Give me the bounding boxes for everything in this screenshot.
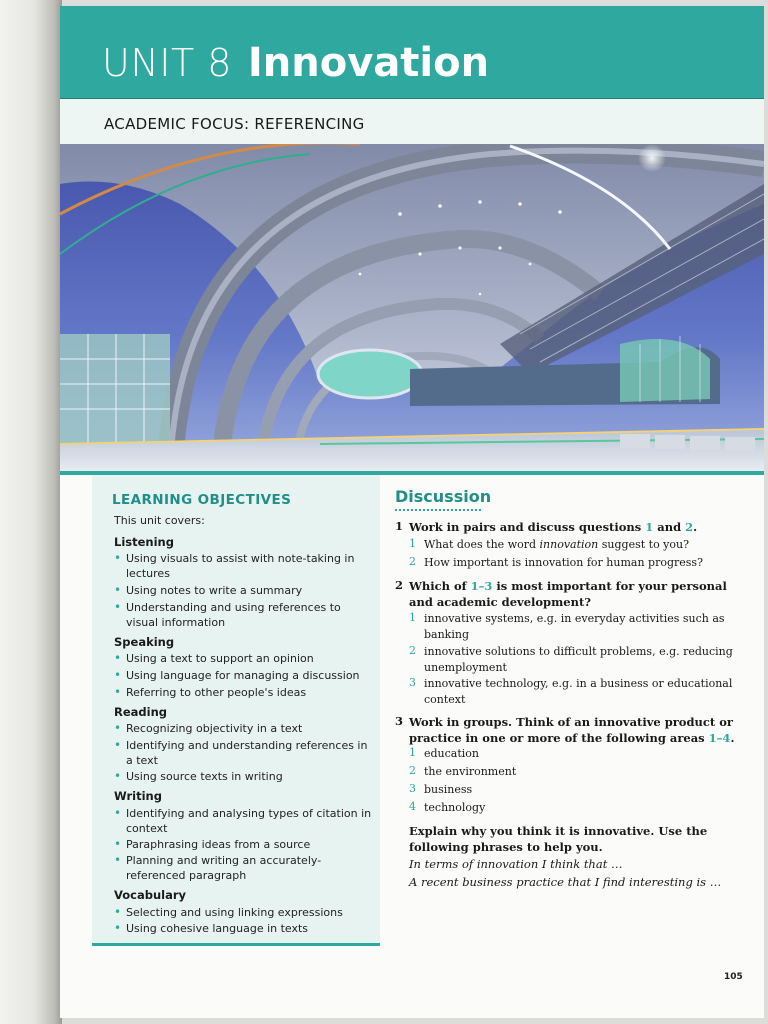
- bullet-icon: •: [114, 837, 122, 851]
- sub-item: innovative systems, e.g. in everyday activities such as banking: [424, 612, 725, 641]
- question-number: 2: [395, 578, 404, 592]
- section-title-writing: Writing: [114, 789, 162, 803]
- learning-objectives-heading: LEARNING OBJECTIVES: [112, 492, 292, 508]
- list-item: • Using cohesive language in texts: [114, 921, 309, 935]
- list-item: • Identifying and understanding references in a text: [114, 738, 368, 767]
- sub-item-number: 1: [409, 537, 416, 550]
- area-number: 4: [409, 800, 416, 813]
- area-item: business: [424, 783, 473, 796]
- page-number: 105: [724, 972, 743, 982]
- bullet-icon: •: [114, 853, 122, 867]
- sub-item: innovative technology, e.g. in a business or educational context: [424, 677, 733, 706]
- bullet-icon: •: [114, 806, 122, 820]
- list-item: • Using visuals to assist with note-taking in lectures: [114, 551, 355, 580]
- sub-item: What does the word innovation suggest to you?: [424, 538, 690, 551]
- list-item: • Understanding and using references to visual information: [114, 600, 341, 629]
- academic-focus-bar: [60, 98, 764, 145]
- list-item: • Using notes to write a summary: [114, 583, 303, 597]
- area-number: 3: [409, 782, 416, 795]
- bullet-icon: •: [114, 721, 122, 735]
- bullet-icon: •: [114, 769, 122, 783]
- area-number: 2: [409, 764, 416, 777]
- bullet-icon: •: [114, 905, 122, 919]
- book-spine-shadow: [0, 0, 62, 1024]
- list-item: • Using a text to support an opinion: [114, 651, 314, 665]
- sub-item-number: 2: [409, 644, 416, 657]
- area-item: the environment: [424, 765, 517, 778]
- section-title-reading: Reading: [114, 705, 168, 719]
- textbook-page: [60, 6, 764, 1018]
- question-number: 3: [395, 714, 404, 728]
- bullet-icon: •: [114, 600, 122, 614]
- learning-objectives-intro: This unit covers:: [114, 514, 205, 527]
- list-item: • Using source texts in writing: [114, 769, 283, 783]
- bullet-icon: •: [114, 685, 122, 699]
- area-number: 1: [409, 746, 416, 759]
- bullet-icon: •: [114, 738, 122, 752]
- sub-item: innovative solutions to difficult problems, e.g. reducing unemployment: [424, 645, 733, 674]
- list-item: • Paraphrasing ideas from a source: [114, 837, 311, 851]
- bullet-icon: •: [114, 583, 122, 597]
- question-2-text: Which of 1–3 is most important for your personal and academic development?: [409, 579, 727, 609]
- sub-item: How important is innovation for human progress?: [424, 556, 703, 569]
- bullet-icon: •: [114, 668, 122, 682]
- useful-phrase: A recent business practice that I find interesting is …: [409, 875, 722, 889]
- bullet-icon: •: [114, 551, 122, 565]
- sub-item-number: 3: [409, 676, 416, 689]
- question-3-text: Work in groups. Think of an innovative product or practice in one or more of the following areas 1–4.: [409, 715, 735, 745]
- learning-objectives-bottom-rule: [92, 943, 380, 946]
- airport-terminal-photo: [60, 144, 764, 471]
- list-item: • Using language for managing a discussion: [114, 668, 360, 682]
- discussion-heading: Discussion: [395, 487, 492, 506]
- sub-item-number: 2: [409, 555, 416, 568]
- discussion-dotted-rule: [395, 509, 481, 511]
- academic-focus-label: ACADEMIC FOCUS: REFERENCING: [104, 115, 365, 133]
- bullet-icon: •: [114, 651, 122, 665]
- useful-phrase: In terms of innovation I think that …: [409, 857, 623, 871]
- bullet-icon: •: [114, 921, 122, 935]
- list-item: • Referring to other people's ideas: [114, 685, 307, 699]
- learning-objectives-box: [92, 475, 380, 943]
- list-item: • Planning and writing an accurately-referenced paragraph: [114, 853, 322, 882]
- sub-item-number: 1: [409, 611, 416, 624]
- area-item: technology: [424, 801, 486, 814]
- question-number: 1: [395, 519, 404, 533]
- area-item: education: [424, 747, 479, 760]
- section-title-listening: Listening: [114, 535, 174, 549]
- section-title-speaking: Speaking: [114, 635, 175, 649]
- list-item: • Selecting and using linking expressions: [114, 905, 343, 919]
- question-1-text: Work in pairs and discuss questions 1 and 2.: [409, 520, 698, 534]
- unit-header-band: [60, 6, 764, 98]
- unit-title: [102, 40, 489, 86]
- list-item: • Identifying and analysing types of citation in context: [114, 806, 372, 835]
- unit-name: Innovation: [247, 40, 490, 86]
- section-title-vocabulary: Vocabulary: [114, 888, 187, 902]
- explain-instruction: Explain why you think it is innovative. Use the following phrases to help you.: [409, 824, 708, 854]
- unit-label: UNIT 8: [102, 41, 232, 85]
- list-item: • Recognizing objectivity in a text: [114, 721, 303, 735]
